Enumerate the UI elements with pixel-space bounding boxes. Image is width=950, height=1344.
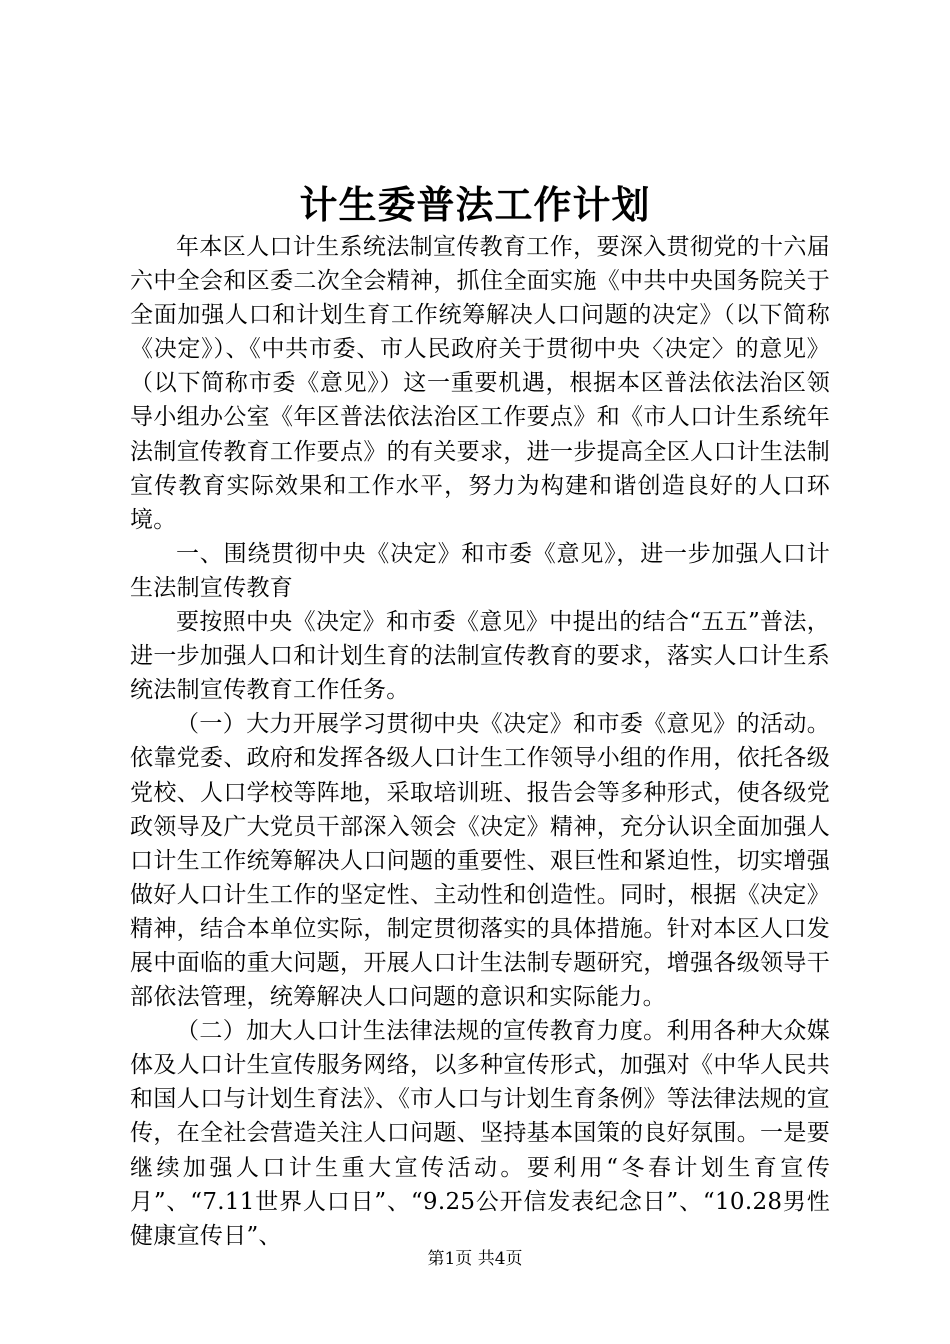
paragraph-item-one: （一）大力开展学习贯彻中央《决定》和市委《意见》的活动。依靠党委、政府和发挥各级人口计生工作领导小组的作用，依托各级党校、人口学校等阵地，采取培训班、报告会等多种形式，使各级党政领导及广大党员干部深入领会《决定》精神，充分认识全面加强人口计生工作统筹解决人口问题的重要性、艰巨性和紧迫性，切实增强做好人口计生工作的坚定性、主动性和创造性。同时，根据《决定》精神，结合本单位实际，制定贯彻落实的具体措施。针对本区人口发展中面临的重大问题，开展人口计生法制专题研究，增强各级领导干部依法管理，统筹解决人口问题的意识和实际能力。 xyxy=(130,711,830,1011)
paragraph-section-summary: 要按照中央《决定》和市委《意见》中提出的结合“五五”普法，进一步加强人口和计划生育的法制宣传教育的要求，落实人口计生系统法制宣传教育工作任务。 xyxy=(130,609,830,704)
document-body xyxy=(130,230,830,1253)
document-title: 计生委普法工作计划 xyxy=(299,182,651,227)
paragraph-section-heading: 一、围绕贯彻中央《决定》和市委《意见》，进一步加强人口计生法制宣传教育 xyxy=(130,540,830,601)
paragraph-item-two: （二）加大人口计生法律法规的宣传教育力度。利用各种大众媒体及人口计生宣传服务网络，以多种宣传形式，加强对《中华人民共和国人口与计划生育法》、《市人口与计划生育条例》等法律法规的宣传，在全社会营造关注人口问题、坚持基本国策的良好氛围。一是要继续加强人口计生重大宣传活动。要利用“冬春计划生育宣传月”、“7.11世界人口日”、“9.25公开信发表纪念日”、“10.28男性健康宣传日”、 xyxy=(130,1018,830,1249)
page-number-footer: 第1页 共4页 xyxy=(427,1249,523,1269)
paragraph-intro: 年本区人口计生系统法制宣传教育工作，要深入贯彻党的十六届六中全会和区委二次全会精神，抓住全面实施《中共中央国务院关于全面加强人口和计划生育工作统筹解决人口问题的决定》（以下简称《决定》）、《中共市委、市人民政府关于贯彻中央〈决定〉的意见》（以下简称市委《意见》）这一重要机遇，根据本区普法依法治区领导小组办公室《年区普法依法治区工作要点》和《市人口计生系统年法制宣传教育工作要点》的有关要求，进一步提高全区人口计生法制宣传教育实际效果和工作水平，努力为构建和谐创造良好的人口环境。 xyxy=(130,234,830,533)
